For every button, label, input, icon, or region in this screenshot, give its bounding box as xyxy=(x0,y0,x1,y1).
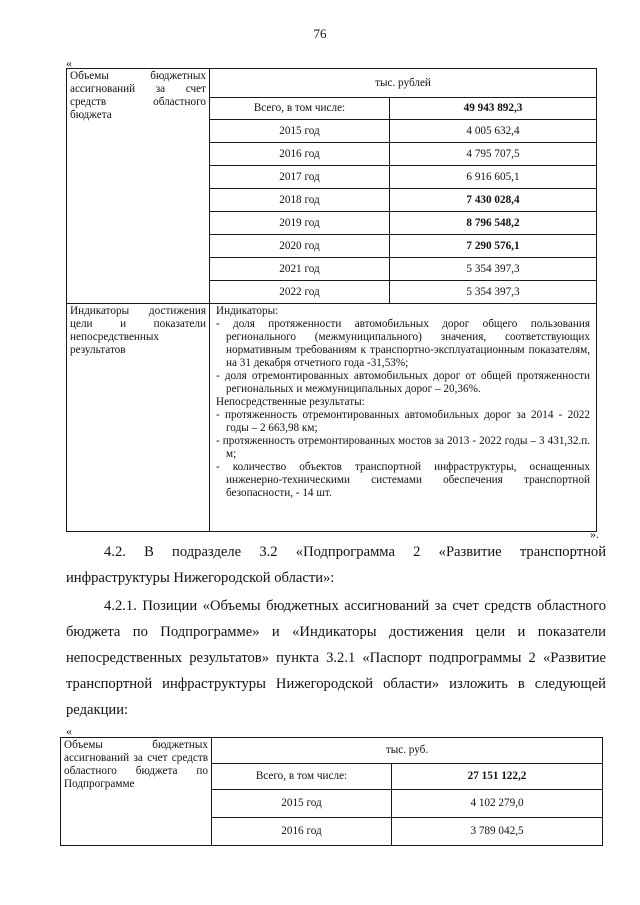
row-value: 8 796 548,2 xyxy=(390,212,597,235)
row-value: 4 005 632,4 xyxy=(390,120,597,143)
paragraph-4-2: 4.2. В подразделе 3.2 «Подпрограмма 2 «Развитие транспортной инфраструктуры Нижегородской области»: xyxy=(66,544,606,586)
indicator-item: - доля протяженности автомобильных дорог общего пользования регионального (межмуниципального) значения, соответствующих нормативным требованиям к транспортно-эксплуатационным показателям, на 31 декабря отчетного года -31,53%; xyxy=(216,318,590,369)
result-item: - количество объектов транспортной инфраструктуры, оснащенных инженерно-техническими системами обеспечения транспортной безопасности, - 14 шт. xyxy=(216,461,590,499)
result-item: - протяженность отремонтированных автомобильных дорог за 2014 - 2022 годы – 2 663,98 км; xyxy=(216,409,590,434)
row-value: 6 916 605,1 xyxy=(390,166,597,189)
open-quote-table-1: « xyxy=(66,56,72,70)
budget-table-2 xyxy=(60,737,603,846)
row-label: 2016 год xyxy=(210,143,390,166)
indicators-cell xyxy=(210,304,597,532)
body-paragraphs xyxy=(66,539,606,723)
row-value: 27 151 122,2 xyxy=(392,764,603,790)
indicators-label: Индикаторы достижения цели и показатели непосредственных результатов xyxy=(67,304,210,532)
budget-allocations-label: Объемы бюджетных ассигнований за счет средств областного бюджета xyxy=(67,69,210,304)
close-quote-table-1: ». xyxy=(590,527,599,541)
row-value: 7 430 028,4 xyxy=(390,189,597,212)
row-label: 2015 год xyxy=(210,120,390,143)
row-label: 2022 год xyxy=(210,281,390,304)
row-value: 5 354 397,3 xyxy=(390,281,597,304)
budget-table-1 xyxy=(66,68,597,532)
unit-row xyxy=(61,738,603,764)
row-value: 49 943 892,3 xyxy=(390,98,597,120)
unit-cell: тыс. рублей xyxy=(210,69,597,98)
row-label: 2016 год xyxy=(212,818,392,846)
result-item: - протяженность отремонтированных мостов за 2013 - 2022 годы – 3 431,32.п. м; xyxy=(216,435,590,460)
row-value: 4 795 707,5 xyxy=(390,143,597,166)
unit-cell: тыс. руб. xyxy=(212,738,603,764)
row-value: 3 789 042,5 xyxy=(392,818,603,846)
row-value: 4 102 279,0 xyxy=(392,790,603,818)
row-label: 2015 год xyxy=(212,790,392,818)
paragraph-4-2-1: 4.2.1. Позиции «Объемы бюджетных ассигнований за счет средств областного бюджета по Подпрограмме» и «Индикаторы достижения цели и показатели непосредственных результатов» пункта 3.2.1 «Паспорт подпрограммы 2 «Развитие транспортной инфраструктуры Нижегородской области» изложить в следующей редакции: xyxy=(66,598,606,718)
budget-allocations-label: Объемы бюджетных ассигнований за счет средств областного бюджета по Подпрограмме xyxy=(61,738,212,846)
row-value: 7 290 576,1 xyxy=(390,235,597,258)
indicators-title: Индикаторы: xyxy=(216,305,279,317)
indicators-row xyxy=(67,304,597,532)
page-number: 76 xyxy=(313,26,327,41)
row-label: Всего, в том числе: xyxy=(210,98,390,120)
row-label: 2021 год xyxy=(210,258,390,281)
row-value: 5 354 397,3 xyxy=(390,258,597,281)
results-title: Непосредственные результаты: xyxy=(216,396,365,408)
row-label: 2020 год xyxy=(210,235,390,258)
open-quote-table-2: « xyxy=(66,724,72,738)
row-label: 2017 год xyxy=(210,166,390,189)
unit-row xyxy=(67,69,597,98)
row-label: 2019 год xyxy=(210,212,390,235)
indicator-item: - доля отремонтированных автомобильных дорог от общей протяженности региональных и межмуниципальных дорог – 20,36%. xyxy=(216,370,590,395)
row-label: 2018 год xyxy=(210,189,390,212)
row-label: Всего, в том числе: xyxy=(212,764,392,790)
